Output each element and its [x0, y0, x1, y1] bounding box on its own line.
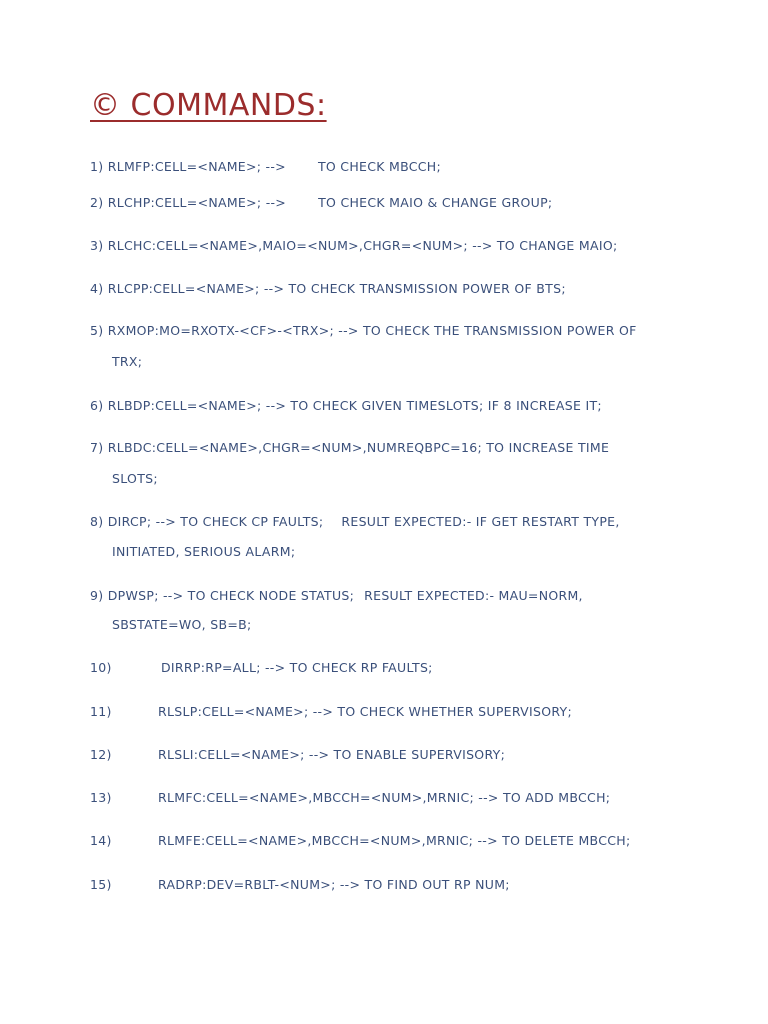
item-number: 11) [90, 704, 112, 719]
item-number: 7) [90, 440, 104, 455]
item-text: RLMFC:CELL=<NAME>,MBCCH=<NUM>,MRNIC; --> TO ADD MBCCH; [158, 790, 611, 805]
list-item [90, 877, 510, 893]
item-text: DPWSP; --> TO CHECK NODE STATUS; [107, 588, 355, 603]
item-text: RLCPP:CELL=<NAME>; --> TO CHECK TRANSMISSION POWER OF BTS; [107, 281, 566, 296]
item-description: TO CHECK MAIO & CHANGE GROUP; [318, 195, 553, 210]
item-text: RXMOP:MO=RXOTX-<CF>-<TRX>; --> TO CHECK THE TRANSMISSION POWER OF [107, 323, 637, 338]
item-continuation: INITIATED, SERIOUS ALARM; [112, 544, 296, 559]
item-text: RLBDC:CELL=<NAME>,CHGR=<NUM>,NUMREQBPC=16; TO INCREASE TIME [107, 440, 610, 455]
item-command: RLMFP:CELL=<NAME>; --> [107, 159, 286, 174]
list-item [90, 398, 602, 414]
list-item [90, 195, 552, 211]
item-number: 12) [90, 747, 112, 762]
item-result: RESULT EXPECTED:- IF GET RESTART TYPE, [341, 514, 620, 529]
list-item [90, 704, 572, 720]
list-item [90, 440, 609, 456]
item-number: 4) [90, 281, 104, 296]
item-continuation: SBSTATE=WO, SB=B; [112, 617, 252, 632]
item-text: DIRCP; --> TO CHECK CP FAULTS; [107, 514, 324, 529]
list-item [90, 588, 583, 604]
item-number: 3) [90, 238, 104, 253]
item-number: 10) [90, 660, 112, 675]
item-number: 9) [90, 588, 104, 603]
item-text: RLBDP:CELL=<NAME>; --> TO CHECK GIVEN TIMESLOTS; IF 8 INCREASE IT; [107, 398, 602, 413]
item-text: RLCHC:CELL=<NAME>,MAIO=<NUM>,CHGR=<NUM>; --> TO CHANGE MAIO; [107, 238, 618, 253]
list-item [90, 281, 566, 297]
item-continuation: TRX; [112, 354, 143, 369]
item-text: RLMFE:CELL=<NAME>,MBCCH=<NUM>,MRNIC; --> TO DELETE MBCCH; [158, 833, 631, 848]
item-number: 2) [90, 195, 104, 210]
page-title: © COMMANDS: [90, 88, 327, 123]
item-text: RADRP:DEV=RBLT-<NUM>; --> TO FIND OUT RP NUM; [158, 877, 510, 892]
list-item [90, 514, 620, 530]
list-item [90, 790, 611, 806]
list-item [90, 833, 631, 849]
item-number: 1) [90, 159, 104, 174]
item-description: TO CHECK MBCCH; [317, 159, 442, 174]
item-command: RLCHP:CELL=<NAME>; --> [107, 195, 287, 210]
item-number: 13) [90, 790, 112, 805]
list-item [90, 159, 441, 175]
item-continuation: SLOTS; [112, 471, 158, 486]
item-number: 8) [90, 514, 104, 529]
item-text: DIRRP:RP=ALL; --> TO CHECK RP FAULTS; [161, 660, 433, 675]
list-item [90, 660, 433, 676]
item-result: RESULT EXPECTED:- MAU=NORM, [364, 588, 583, 603]
item-number: 14) [90, 833, 112, 848]
item-text: RLSLI:CELL=<NAME>; --> TO ENABLE SUPERVISORY; [158, 747, 506, 762]
list-item [90, 238, 617, 254]
list-item [90, 323, 637, 339]
item-text: RLSLP:CELL=<NAME>; --> TO CHECK WHETHER SUPERVISORY; [158, 704, 572, 719]
list-item [90, 747, 506, 763]
item-number: 5) [90, 323, 104, 338]
item-number: 6) [90, 398, 104, 413]
item-number: 15) [90, 877, 112, 892]
